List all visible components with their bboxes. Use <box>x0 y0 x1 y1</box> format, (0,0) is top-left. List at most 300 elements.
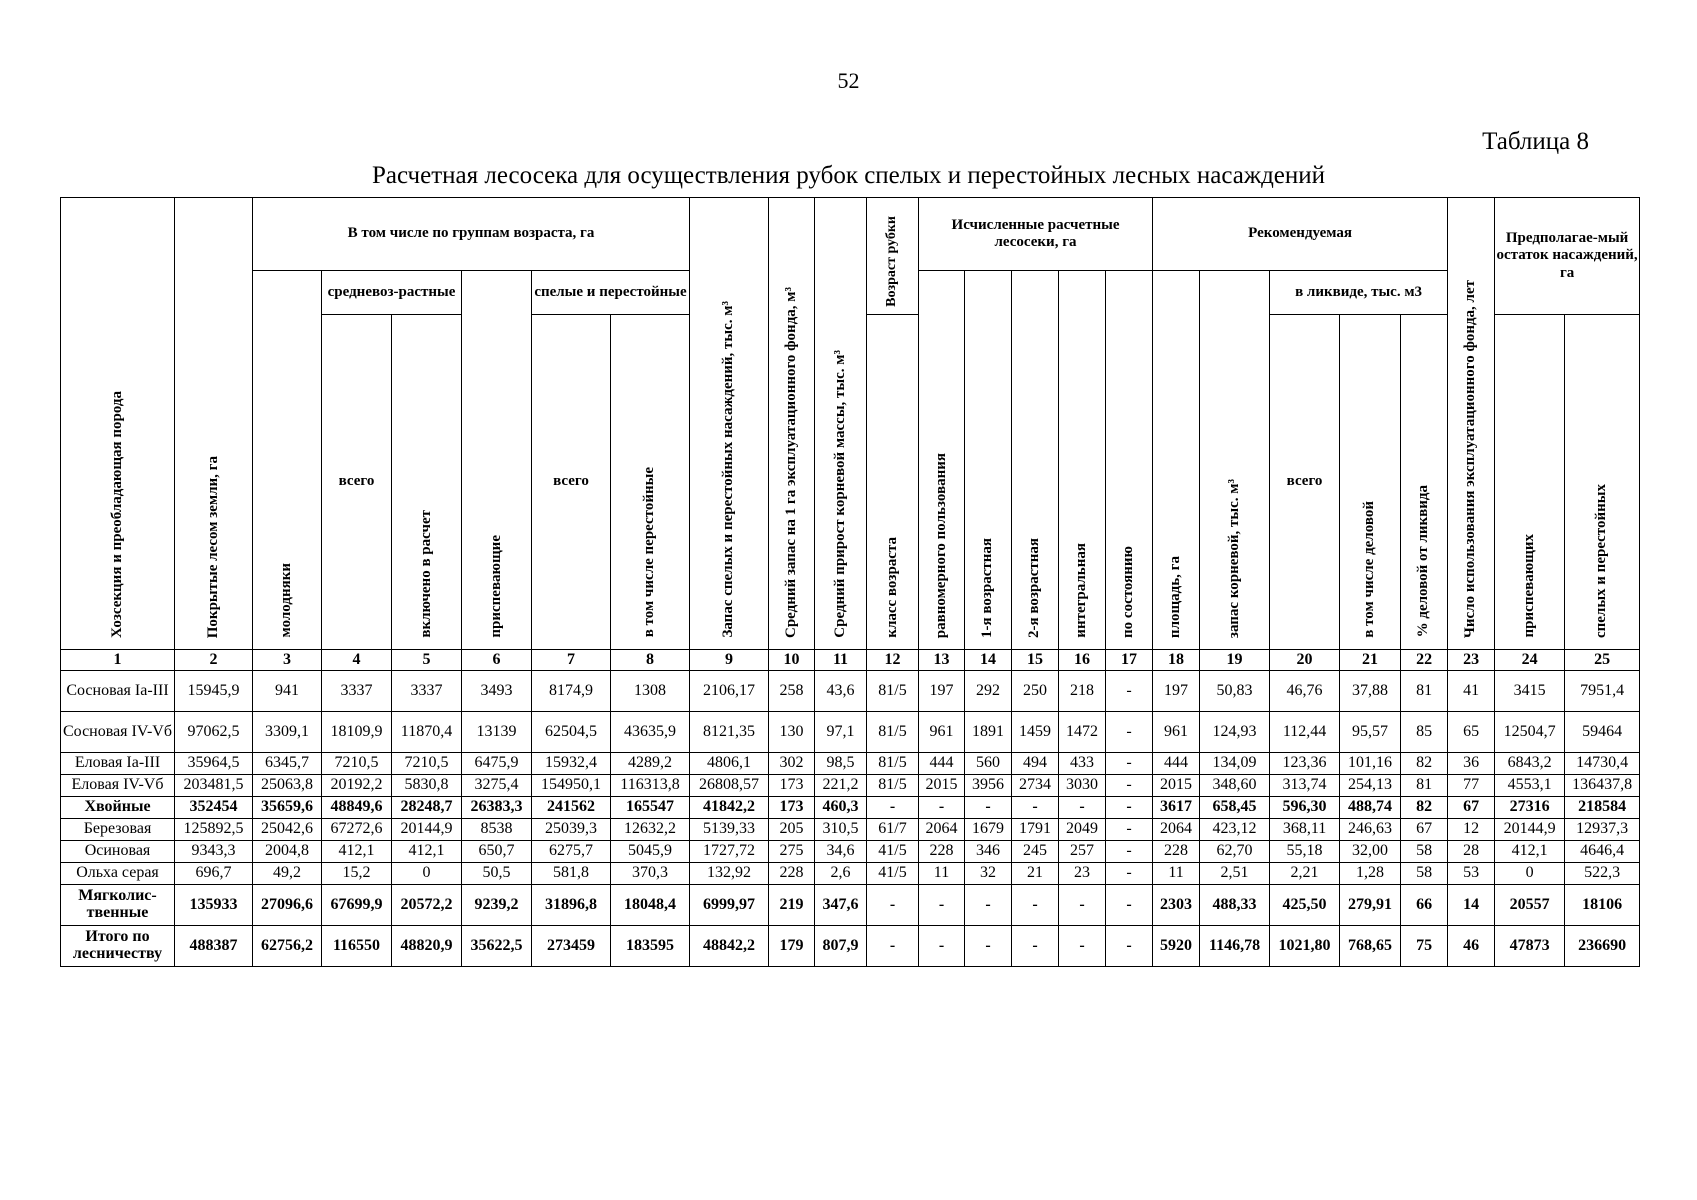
column-number: 3 <box>253 650 322 671</box>
table-cell: 219 <box>769 885 815 926</box>
column-number: 17 <box>1106 650 1153 671</box>
page-number: 52 <box>837 68 860 93</box>
table-cell: 41842,2 <box>690 797 769 819</box>
table-cell: 313,74 <box>1270 775 1340 797</box>
table-cell: 59464 <box>1565 712 1640 753</box>
header-col3-label: молодняки <box>278 563 295 638</box>
table-cell: - <box>965 926 1012 967</box>
column-number: 13 <box>919 650 965 671</box>
table-cell: 218584 <box>1565 797 1640 819</box>
table-cell: 28 <box>1448 841 1495 863</box>
table-cell: - <box>1012 797 1059 819</box>
table-cell: 32,00 <box>1340 841 1401 863</box>
table-cell: 97,1 <box>815 712 867 753</box>
header-col2-label: Покрытые лесом земли, га <box>204 455 221 638</box>
table-cell: 116313,8 <box>611 775 690 797</box>
table-cell: 5139,33 <box>690 819 769 841</box>
table-cell: 5045,9 <box>611 841 690 863</box>
table-cell: 134,09 <box>1200 753 1270 775</box>
header-col8 <box>611 315 690 650</box>
table-cell: 8174,9 <box>532 671 611 712</box>
table-cell: 53 <box>1448 863 1495 885</box>
table-cell: 25042,6 <box>253 819 322 841</box>
table-cell: 12632,2 <box>611 819 690 841</box>
column-number: 12 <box>867 650 919 671</box>
header-col16 <box>1059 271 1106 650</box>
table-cell: 95,57 <box>1340 712 1401 753</box>
header-col25-label: спелых и перестойных <box>1593 483 1610 638</box>
table-body <box>61 671 1640 967</box>
table-cell: 31896,8 <box>532 885 611 926</box>
header-col3 <box>253 271 322 650</box>
table-cell: 37,88 <box>1340 671 1401 712</box>
column-number: 5 <box>392 650 462 671</box>
table-cell: 236690 <box>1565 926 1640 967</box>
table-cell: - <box>1106 775 1153 797</box>
table-cell: 241562 <box>532 797 611 819</box>
table-cell: 488,33 <box>1200 885 1270 926</box>
header-recommended: Рекомендуемая <box>1153 198 1448 271</box>
row-name: Осиновая <box>61 841 175 863</box>
header-col13 <box>919 271 965 650</box>
table-cell: 4553,1 <box>1495 775 1565 797</box>
header-col1 <box>61 198 175 650</box>
table-cell: 179 <box>769 926 815 967</box>
table-cell: - <box>1059 926 1106 967</box>
table-cell: 4289,2 <box>611 753 690 775</box>
table-cell: 444 <box>1153 753 1200 775</box>
table-cell: - <box>919 885 965 926</box>
header-col12 <box>867 315 919 650</box>
row-name: Березовая <box>61 819 175 841</box>
table-cell: 123,36 <box>1270 753 1340 775</box>
table-cell: 596,30 <box>1270 797 1340 819</box>
table-cell: 35659,6 <box>253 797 322 819</box>
table-cell: 658,45 <box>1200 797 1270 819</box>
table-cell: 1308 <box>611 671 690 712</box>
table-cell: 3415 <box>1495 671 1565 712</box>
table-cell: 81 <box>1401 775 1448 797</box>
table-cell: 807,9 <box>815 926 867 967</box>
table-cell: 488387 <box>175 926 253 967</box>
row-name: Сосновая IV-Vб <box>61 712 175 753</box>
table-cell: 560 <box>965 753 1012 775</box>
table-cell: 43,6 <box>815 671 867 712</box>
table-cell: 6345,7 <box>253 753 322 775</box>
table-cell: 14 <box>1448 885 1495 926</box>
table-cell: 258 <box>769 671 815 712</box>
table-cell: 961 <box>919 712 965 753</box>
table-cell: 25063,8 <box>253 775 322 797</box>
table-cell: 1146,78 <box>1200 926 1270 967</box>
table-cell: 228 <box>769 863 815 885</box>
column-number: 4 <box>322 650 392 671</box>
header-col22-label: % деловой от ликвида <box>1415 485 1432 638</box>
table-title: Расчетная лесосека для осуществления рубок спелых и перестойных лесных насаждений <box>371 162 1326 189</box>
table-cell: 347,6 <box>815 885 867 926</box>
table-cell: - <box>919 797 965 819</box>
table-cell: 218 <box>1059 671 1106 712</box>
table-cell: 50,5 <box>462 863 532 885</box>
table-cell: 20192,2 <box>322 775 392 797</box>
table-cell: 67 <box>1448 797 1495 819</box>
table-cell: 1727,72 <box>690 841 769 863</box>
table-cell: 0 <box>392 863 462 885</box>
table-cell: 67 <box>1401 819 1448 841</box>
header-col23 <box>1448 198 1495 650</box>
table-row <box>61 775 1640 797</box>
table-cell: 275 <box>769 841 815 863</box>
table-cell: 125892,5 <box>175 819 253 841</box>
column-number: 22 <box>1401 650 1448 671</box>
column-number: 7 <box>532 650 611 671</box>
table-cell: 65 <box>1448 712 1495 753</box>
column-number: 15 <box>1012 650 1059 671</box>
table-cell: 3309,1 <box>253 712 322 753</box>
table-cell: 2049 <box>1059 819 1106 841</box>
table-cell: 4646,4 <box>1565 841 1640 863</box>
table-cell: 47873 <box>1495 926 1565 967</box>
table-cell: 0 <box>1495 863 1565 885</box>
table-cell: 15945,9 <box>175 671 253 712</box>
table-cell: 6475,9 <box>462 753 532 775</box>
header-col20: всего <box>1270 315 1340 650</box>
table-cell: 14730,4 <box>1565 753 1640 775</box>
table-cell: 3275,4 <box>462 775 532 797</box>
table-cell: 1459 <box>1012 712 1059 753</box>
table-cell: 11870,4 <box>392 712 462 753</box>
header-liquid: в ликвиде, тыс. м3 <box>1270 271 1448 315</box>
header-col7: всего <box>532 315 611 650</box>
table-cell: 2015 <box>919 775 965 797</box>
table-cell: 48842,2 <box>690 926 769 967</box>
column-number: 20 <box>1270 650 1340 671</box>
table-row <box>61 671 1640 712</box>
table-cell: 370,3 <box>611 863 690 885</box>
column-number: 24 <box>1495 650 1565 671</box>
table-cell: 941 <box>253 671 322 712</box>
header-col6-label: приспевающие <box>487 535 504 638</box>
header-col22 <box>1401 315 1448 650</box>
table-cell: 197 <box>1153 671 1200 712</box>
header-col24 <box>1495 315 1565 650</box>
header-col14-label: 1-я возрастная <box>979 537 996 638</box>
table-cell: 346 <box>965 841 1012 863</box>
column-number: 14 <box>965 650 1012 671</box>
table-cell: 352454 <box>175 797 253 819</box>
table-cell: 6843,2 <box>1495 753 1565 775</box>
header-cutting-age-label: Возраст рубки <box>884 215 900 307</box>
column-number: 18 <box>1153 650 1200 671</box>
header-col14 <box>965 271 1012 650</box>
table-cell: - <box>867 926 919 967</box>
table-cell: 2,21 <box>1270 863 1340 885</box>
table-cell: 20144,9 <box>392 819 462 841</box>
table-cell: 132,92 <box>690 863 769 885</box>
table-cell: - <box>1059 885 1106 926</box>
table-cell: 412,1 <box>392 841 462 863</box>
table-cell: 27316 <box>1495 797 1565 819</box>
column-number: 8 <box>611 650 690 671</box>
table-row <box>61 885 1640 926</box>
table-row <box>61 819 1640 841</box>
column-number: 21 <box>1340 650 1401 671</box>
table-cell: 15,2 <box>322 863 392 885</box>
table-label: Таблица 8 <box>1482 128 1589 155</box>
table-cell: 1472 <box>1059 712 1106 753</box>
header-col8-label: в том числе перестойные <box>641 467 658 638</box>
table-cell: - <box>965 885 1012 926</box>
table-cell: 696,7 <box>175 863 253 885</box>
table-cell: - <box>1106 926 1153 967</box>
table-cell: 81/5 <box>867 671 919 712</box>
table-cell: - <box>1106 885 1153 926</box>
row-name: Итого по лесничеству <box>61 926 175 967</box>
table-cell: 650,7 <box>462 841 532 863</box>
forest-cutting-table <box>60 197 1640 967</box>
table-cell: 58 <box>1401 863 1448 885</box>
table-cell: 3337 <box>392 671 462 712</box>
table-cell: 130 <box>769 712 815 753</box>
table-cell: - <box>1106 712 1153 753</box>
table-cell: - <box>1106 753 1153 775</box>
table-cell: 7210,5 <box>392 753 462 775</box>
column-number: 11 <box>815 650 867 671</box>
header-col6 <box>462 271 532 650</box>
table-cell: 55,18 <box>1270 841 1340 863</box>
header-col19-label: запас корневой, тыс. м³ <box>1225 478 1242 638</box>
table-cell: - <box>1059 797 1106 819</box>
header-ripe: спелые и перестойные <box>532 271 690 315</box>
table-cell: 228 <box>1153 841 1200 863</box>
table-cell: 28248,7 <box>392 797 462 819</box>
row-name: Еловая Iа-III <box>61 753 175 775</box>
table-cell: 460,3 <box>815 797 867 819</box>
table-cell: 25039,3 <box>532 819 611 841</box>
table-cell: 7210,5 <box>322 753 392 775</box>
table-cell: 82 <box>1401 797 1448 819</box>
table-cell: 26383,3 <box>462 797 532 819</box>
table-cell: 433 <box>1059 753 1106 775</box>
table-cell: 15932,4 <box>532 753 611 775</box>
table-cell: - <box>1106 797 1153 819</box>
table-cell: 279,91 <box>1340 885 1401 926</box>
table-cell: 3617 <box>1153 797 1200 819</box>
table-cell: 112,44 <box>1270 712 1340 753</box>
table-cell: 2106,17 <box>690 671 769 712</box>
table-cell: 348,60 <box>1200 775 1270 797</box>
table-cell: - <box>919 926 965 967</box>
table-cell: 165547 <box>611 797 690 819</box>
table-cell: 81 <box>1401 671 1448 712</box>
table-cell: 1791 <box>1012 819 1059 841</box>
header-col9-label: Запас спелых и перестойных насаждений, тыс. м³ <box>720 301 737 638</box>
table-cell: 18106 <box>1565 885 1640 926</box>
table-cell: 173 <box>769 797 815 819</box>
table-cell: 81/5 <box>867 753 919 775</box>
table-cell: 20144,9 <box>1495 819 1565 841</box>
header-col19 <box>1200 271 1270 650</box>
table-cell: 9239,2 <box>462 885 532 926</box>
table-cell: 41/5 <box>867 863 919 885</box>
table-cell: 2303 <box>1153 885 1200 926</box>
table-header <box>61 198 1640 671</box>
table-cell: 41 <box>1448 671 1495 712</box>
table-cell: 2004,8 <box>253 841 322 863</box>
table-cell: 2734 <box>1012 775 1059 797</box>
column-number-row <box>61 650 1640 671</box>
table-cell: 412,1 <box>1495 841 1565 863</box>
table-cell: 36 <box>1448 753 1495 775</box>
column-number: 23 <box>1448 650 1495 671</box>
table-cell: 768,65 <box>1340 926 1401 967</box>
header-col10 <box>769 198 815 650</box>
table-cell: 245 <box>1012 841 1059 863</box>
table-cell: 81/5 <box>867 712 919 753</box>
header-col11 <box>815 198 867 650</box>
table-cell: 61/7 <box>867 819 919 841</box>
table-cell: 183595 <box>611 926 690 967</box>
row-name: Хвойные <box>61 797 175 819</box>
table-cell: 67272,6 <box>322 819 392 841</box>
table-cell: 197 <box>919 671 965 712</box>
table-cell: 1679 <box>965 819 1012 841</box>
table-cell: 46,76 <box>1270 671 1340 712</box>
header-remain: Предполагае-мый остаток насаждений, га <box>1495 198 1640 315</box>
header-col16-label: интегральная <box>1073 543 1090 638</box>
row-name: Ольха серая <box>61 863 175 885</box>
header-col15 <box>1012 271 1059 650</box>
table-cell: - <box>1106 841 1153 863</box>
header-col24-label: приспевающих <box>1520 534 1537 638</box>
row-name: Еловая IV-Vб <box>61 775 175 797</box>
table-cell: 9343,3 <box>175 841 253 863</box>
table-cell: 116550 <box>322 926 392 967</box>
table-cell: 1891 <box>965 712 1012 753</box>
table-cell: 58 <box>1401 841 1448 863</box>
table-cell: - <box>965 797 1012 819</box>
header-col4: всего <box>322 315 392 650</box>
table-cell: 21 <box>1012 863 1059 885</box>
table-cell: 250 <box>1012 671 1059 712</box>
table-cell: 35622,5 <box>462 926 532 967</box>
table-cell: 101,16 <box>1340 753 1401 775</box>
row-name: Мягколис-твенные <box>61 885 175 926</box>
table-cell: 11 <box>1153 863 1200 885</box>
table-cell: 2015 <box>1153 775 1200 797</box>
table-cell: 205 <box>769 819 815 841</box>
table-cell: 6275,7 <box>532 841 611 863</box>
table-cell: 494 <box>1012 753 1059 775</box>
table-cell: 2064 <box>1153 819 1200 841</box>
table-cell: 4806,1 <box>690 753 769 775</box>
table-cell: 3030 <box>1059 775 1106 797</box>
column-number: 6 <box>462 650 532 671</box>
column-number: 10 <box>769 650 815 671</box>
table-cell: 581,8 <box>532 863 611 885</box>
table-cell: 12504,7 <box>1495 712 1565 753</box>
header-col11-label: Средний прирост корневой массы, тыс. м³ <box>831 350 848 638</box>
table-cell: 23 <box>1059 863 1106 885</box>
header-col5 <box>392 315 462 650</box>
table-row <box>61 926 1640 967</box>
table-cell: 135933 <box>175 885 253 926</box>
table-cell: 75 <box>1401 926 1448 967</box>
table-row <box>61 753 1640 775</box>
table-cell: 173 <box>769 775 815 797</box>
table-cell: - <box>867 885 919 926</box>
table-cell: 124,93 <box>1200 712 1270 753</box>
column-number: 2 <box>175 650 253 671</box>
table-cell: 97062,5 <box>175 712 253 753</box>
table-cell: 50,83 <box>1200 671 1270 712</box>
table-cell: - <box>1012 885 1059 926</box>
table-cell: 20557 <box>1495 885 1565 926</box>
header-col1-label: Хозсекция и преобладающая порода <box>108 390 125 638</box>
table-cell: 41/5 <box>867 841 919 863</box>
table-cell: 62504,5 <box>532 712 611 753</box>
table-cell: 221,2 <box>815 775 867 797</box>
table-cell: 2,6 <box>815 863 867 885</box>
table-row <box>61 712 1640 753</box>
table-cell: 18048,4 <box>611 885 690 926</box>
table-cell: 27096,6 <box>253 885 322 926</box>
table-cell: - <box>1106 671 1153 712</box>
table-cell: 273459 <box>532 926 611 967</box>
header-cutting-age <box>867 198 919 315</box>
table-cell: - <box>1106 863 1153 885</box>
row-name: Сосновая Iа-III <box>61 671 175 712</box>
header-mid-age: средневоз-растные <box>322 271 462 315</box>
header-calculated: Исчисленные расчетные лесосеки, га <box>919 198 1153 271</box>
table-cell: 26808,57 <box>690 775 769 797</box>
table-cell: 43635,9 <box>611 712 690 753</box>
column-number: 25 <box>1565 650 1640 671</box>
table-cell: 8121,35 <box>690 712 769 753</box>
table-cell: 257 <box>1059 841 1106 863</box>
table-cell: 62756,2 <box>253 926 322 967</box>
table-cell: 5920 <box>1153 926 1200 967</box>
table-cell: 522,3 <box>1565 863 1640 885</box>
header-col15-label: 2-я возрастная <box>1026 537 1043 638</box>
table-cell: 2064 <box>919 819 965 841</box>
column-number: 19 <box>1200 650 1270 671</box>
header-col10-label: Средний запас на 1 га эксплуатационного фонда, м³ <box>782 286 799 638</box>
table-cell: 254,13 <box>1340 775 1401 797</box>
table-cell: 85 <box>1401 712 1448 753</box>
table-cell: 154950,1 <box>532 775 611 797</box>
table-cell: 12 <box>1448 819 1495 841</box>
table-cell: 423,12 <box>1200 819 1270 841</box>
table-cell: - <box>1106 819 1153 841</box>
table-cell: 8538 <box>462 819 532 841</box>
header-col2 <box>175 198 253 650</box>
column-number: 1 <box>61 650 175 671</box>
table-cell: 20572,2 <box>392 885 462 926</box>
table-cell: 13139 <box>462 712 532 753</box>
table-row <box>61 797 1640 819</box>
header-col25 <box>1565 315 1640 650</box>
table-cell: 7951,4 <box>1565 671 1640 712</box>
table-cell: 34,6 <box>815 841 867 863</box>
table-cell: 98,5 <box>815 753 867 775</box>
table-cell: 228 <box>919 841 965 863</box>
table-cell: 310,5 <box>815 819 867 841</box>
header-col18-label: площадь, га <box>1167 555 1184 638</box>
table-cell: 2,51 <box>1200 863 1270 885</box>
table-cell: 81/5 <box>867 775 919 797</box>
table-cell: 488,74 <box>1340 797 1401 819</box>
